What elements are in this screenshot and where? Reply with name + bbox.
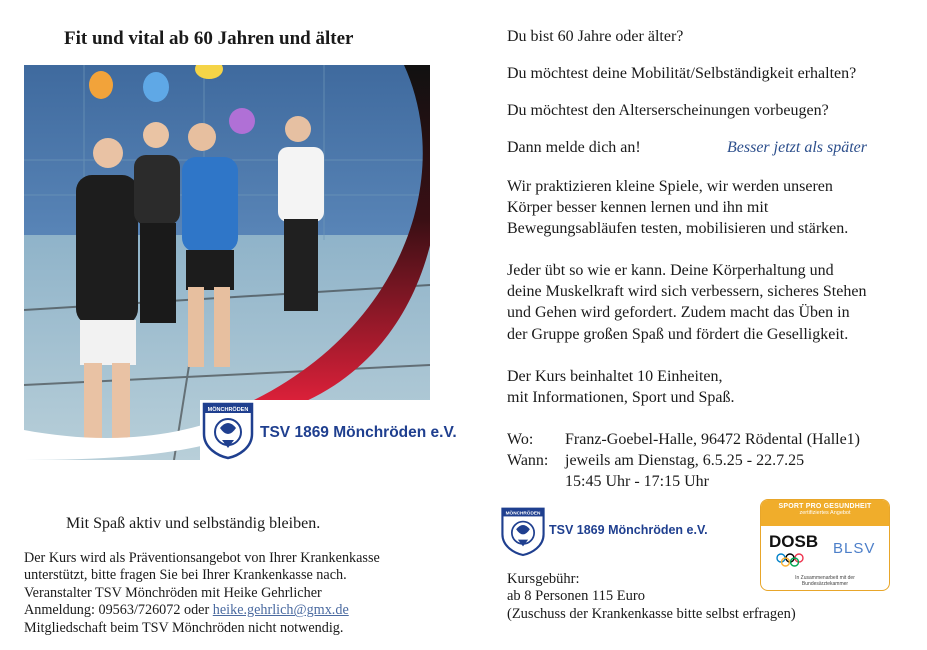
fee-note: (Zuschuss der Krankenkasse bitte selbst erfragen) <box>507 605 796 622</box>
crest-label: MÖNCHRÖDEN <box>207 407 249 413</box>
paragraph-line: Körper besser kennen lernen und ihn mit <box>507 199 769 217</box>
badge-footer <box>761 575 889 587</box>
slogan: Mit Spaß aktiv und selbständig bleiben. <box>66 515 321 532</box>
paragraph-line: Der Kurs beinhaltet 10 Einheiten, <box>507 368 723 385</box>
paragraph-line: Bewegungsabläufen testen, mobilisieren und stärken. <box>507 220 849 238</box>
club-crest-icon <box>499 505 547 557</box>
dosb-logo: DOSB <box>769 532 819 551</box>
badge-header <box>761 500 889 526</box>
paragraph-games <box>507 176 848 240</box>
paragraph-course <box>507 366 735 408</box>
course-fee <box>507 571 796 623</box>
schedule-time <box>507 471 860 492</box>
badge-footer-line: In Zusammenarbeit mit der <box>795 575 855 581</box>
email-link[interactable]: heike.gehrlich@gmx.de <box>212 602 349 619</box>
badge-subheading: zertifiziertes Angebot <box>799 510 851 516</box>
fee-amount: ab 8 Personen 115 Euro <box>507 588 645 605</box>
info-line: Veranstalter TSV Mönchröden mit Heike Gehrlicher <box>24 584 322 601</box>
crest-label: MÖNCHRÖDEN <box>505 510 541 516</box>
time-value: 15:45 Uhr - 17:15 Uhr <box>565 473 709 491</box>
olympic-rings-icon <box>775 553 815 567</box>
info-block <box>24 550 380 637</box>
schedule <box>507 429 860 493</box>
page-title: Fit und vital ab 60 Jahren und älter <box>64 28 354 49</box>
club-name: TSV 1869 Mönchröden e.V. <box>260 424 457 441</box>
paragraph-benefits <box>507 260 866 345</box>
where-value: Franz-Goebel-Halle, 96472 Rödental (Halle1) <box>565 431 861 448</box>
question-mobility: Du möchtest deine Mobilität/Selbständigkeit erhalten? <box>507 65 857 82</box>
paragraph-line: mit Informationen, Sport und Spaß. <box>507 389 735 407</box>
info-line: Mitgliedschaft beim TSV Mönchröden nicht notwendig. <box>24 619 344 636</box>
schedule-where <box>507 429 860 450</box>
club-logo <box>200 400 457 460</box>
fee-label: Kursgebühr: <box>507 571 580 587</box>
certification-badge <box>760 499 890 591</box>
signup-line <box>24 602 380 619</box>
club-logo-small <box>499 505 708 559</box>
paragraph-line: Jeder übt so wie er kann. Deine Körperhaltung und <box>507 262 834 279</box>
where-label: Wo: <box>507 431 534 448</box>
info-line: unterstützt, bitte fragen Sie bei Ihrer Krankenkasse nach. <box>24 567 347 584</box>
call-to-action: Dann melde dich an! <box>507 139 641 156</box>
badge-heading: SPORT PRO GESUNDHEIT <box>778 503 872 510</box>
schedule-when <box>507 450 860 471</box>
when-label: Wann: <box>507 452 549 470</box>
info-line: Der Kurs wird als Präventionsangebot von Ihrer Krankenkasse <box>24 550 380 566</box>
club-name: TSV 1869 Mönchröden e.V. <box>549 523 708 537</box>
tagline: Besser jetzt als später <box>727 139 867 156</box>
paragraph-line: Wir praktizieren kleine Spiele, wir werden unseren <box>507 178 833 195</box>
question-aging: Du möchtest den Alterserscheinungen vorbeugen? <box>507 102 829 119</box>
signup-phone: Anmeldung: 09563/726072 oder <box>24 602 213 619</box>
badge-footer-line: Bundesärztekammer <box>801 581 849 587</box>
blsv-logo: BLSV <box>833 540 876 557</box>
paragraph-line: deine Muskelkraft wird sich verbessern, sicheres Stehen <box>507 283 867 301</box>
question-age: Du bist 60 Jahre oder älter? <box>507 28 684 45</box>
badge-logos <box>761 528 889 574</box>
club-crest-icon <box>200 400 256 460</box>
paragraph-line: und Gehen wird gefordert. Zudem macht das Üben in <box>507 304 850 322</box>
when-value: jeweils am Dienstag, 6.5.25 - 22.7.25 <box>565 452 805 470</box>
paragraph-line: der Gruppe großen Spaß und fördert die Geselligkeit. <box>507 325 849 343</box>
